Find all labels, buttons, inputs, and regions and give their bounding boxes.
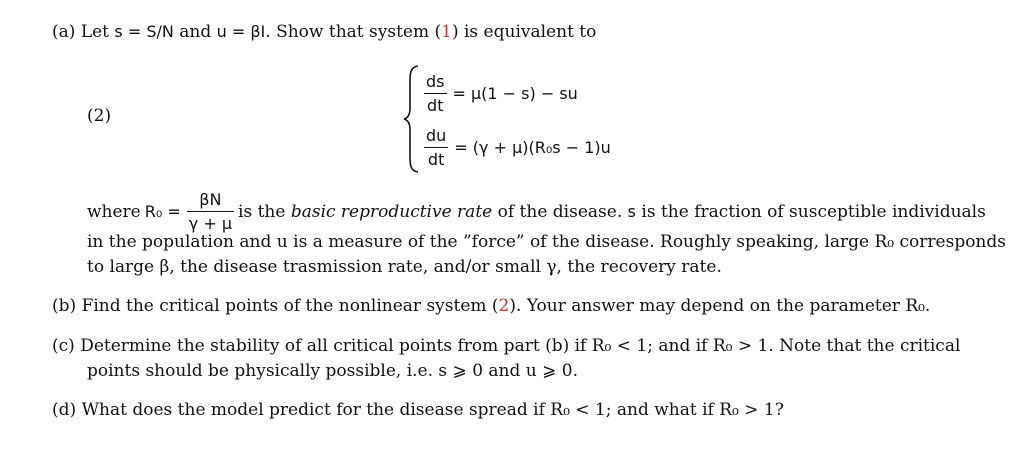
part-a-math-1: s = S/N [114,22,174,41]
part-b-line [52,296,930,316]
part-b-text-1: Find the critical points of the nonlinear system ( [81,296,499,316]
part-a-line [52,22,596,42]
part-a-label: (a) [52,22,76,42]
part-c-line [52,336,960,356]
fraction-beta-n [187,190,234,233]
math-s: s [627,201,636,221]
part-a-text-4: ) is equivalent to [451,22,597,42]
part-d-line [52,400,784,420]
part-d-text: What does the model predict for the disease spread if R₀ < 1; and what if R₀ > 1? [81,400,784,420]
part-a-text-1: Let [80,22,115,42]
part-b-label: (b) [52,296,77,316]
part-c-line-1: Determine the stability of all critical points from part (b) if R₀ < 1; and if R₀ > 1. Note that the critical [80,336,961,356]
part-a-text-2: and [173,22,217,42]
equation-ref-2-link[interactable]: 2 [498,296,510,316]
where-text-4: is the fraction of susceptible individuals [635,201,986,222]
fraction-denominator: γ + μ [187,211,234,233]
part-b-text-2: ). Your answer may depend on the parameter R₀. [509,296,931,316]
left-brace-icon [402,64,420,174]
equation-rhs: = (γ + μ)(R₀s − 1)u [454,138,611,157]
part-d-label: (d) [52,400,77,420]
where-line [87,190,986,233]
italic-term: basic reproductive rate [290,201,493,222]
where-text-2: is the [238,201,291,222]
equation-number: (2) [87,106,112,126]
where-text-1: where [87,201,141,222]
equation-ref-1-link[interactable]: 1 [441,22,452,42]
where-line-2: in the population and u is a measure of the ”force” of the disease. Roughly speaking, large R₀ corresponds [87,232,1006,252]
part-c-label: (c) [52,336,75,356]
part-a-math-2: u = βI [216,22,266,41]
where-text-3: of the disease. [492,201,628,222]
where-line-3: to large β, the disease trasmission rate, and/or small γ, the recovery rate. [87,257,722,277]
fraction-denominator: dt [424,147,448,169]
fraction-denominator: dt [424,93,447,115]
fraction-numerator: ds [426,72,445,91]
fraction-numerator: du [426,126,447,145]
fraction-numerator: βN [199,190,222,209]
part-a-text-3: . Show that system ( [265,22,442,42]
fraction-du-dt [424,126,448,169]
fraction-ds-dt [424,72,447,115]
equation-du-dt [424,126,611,169]
equation-rhs: = μ(1 − s) − su [452,84,578,103]
equation-ds-dt [424,72,578,115]
part-c-line-2: points should be physically possible, i.e. s ⩾ 0 and u ⩾ 0. [87,361,579,381]
r0-lhs: R₀ = [144,202,181,221]
